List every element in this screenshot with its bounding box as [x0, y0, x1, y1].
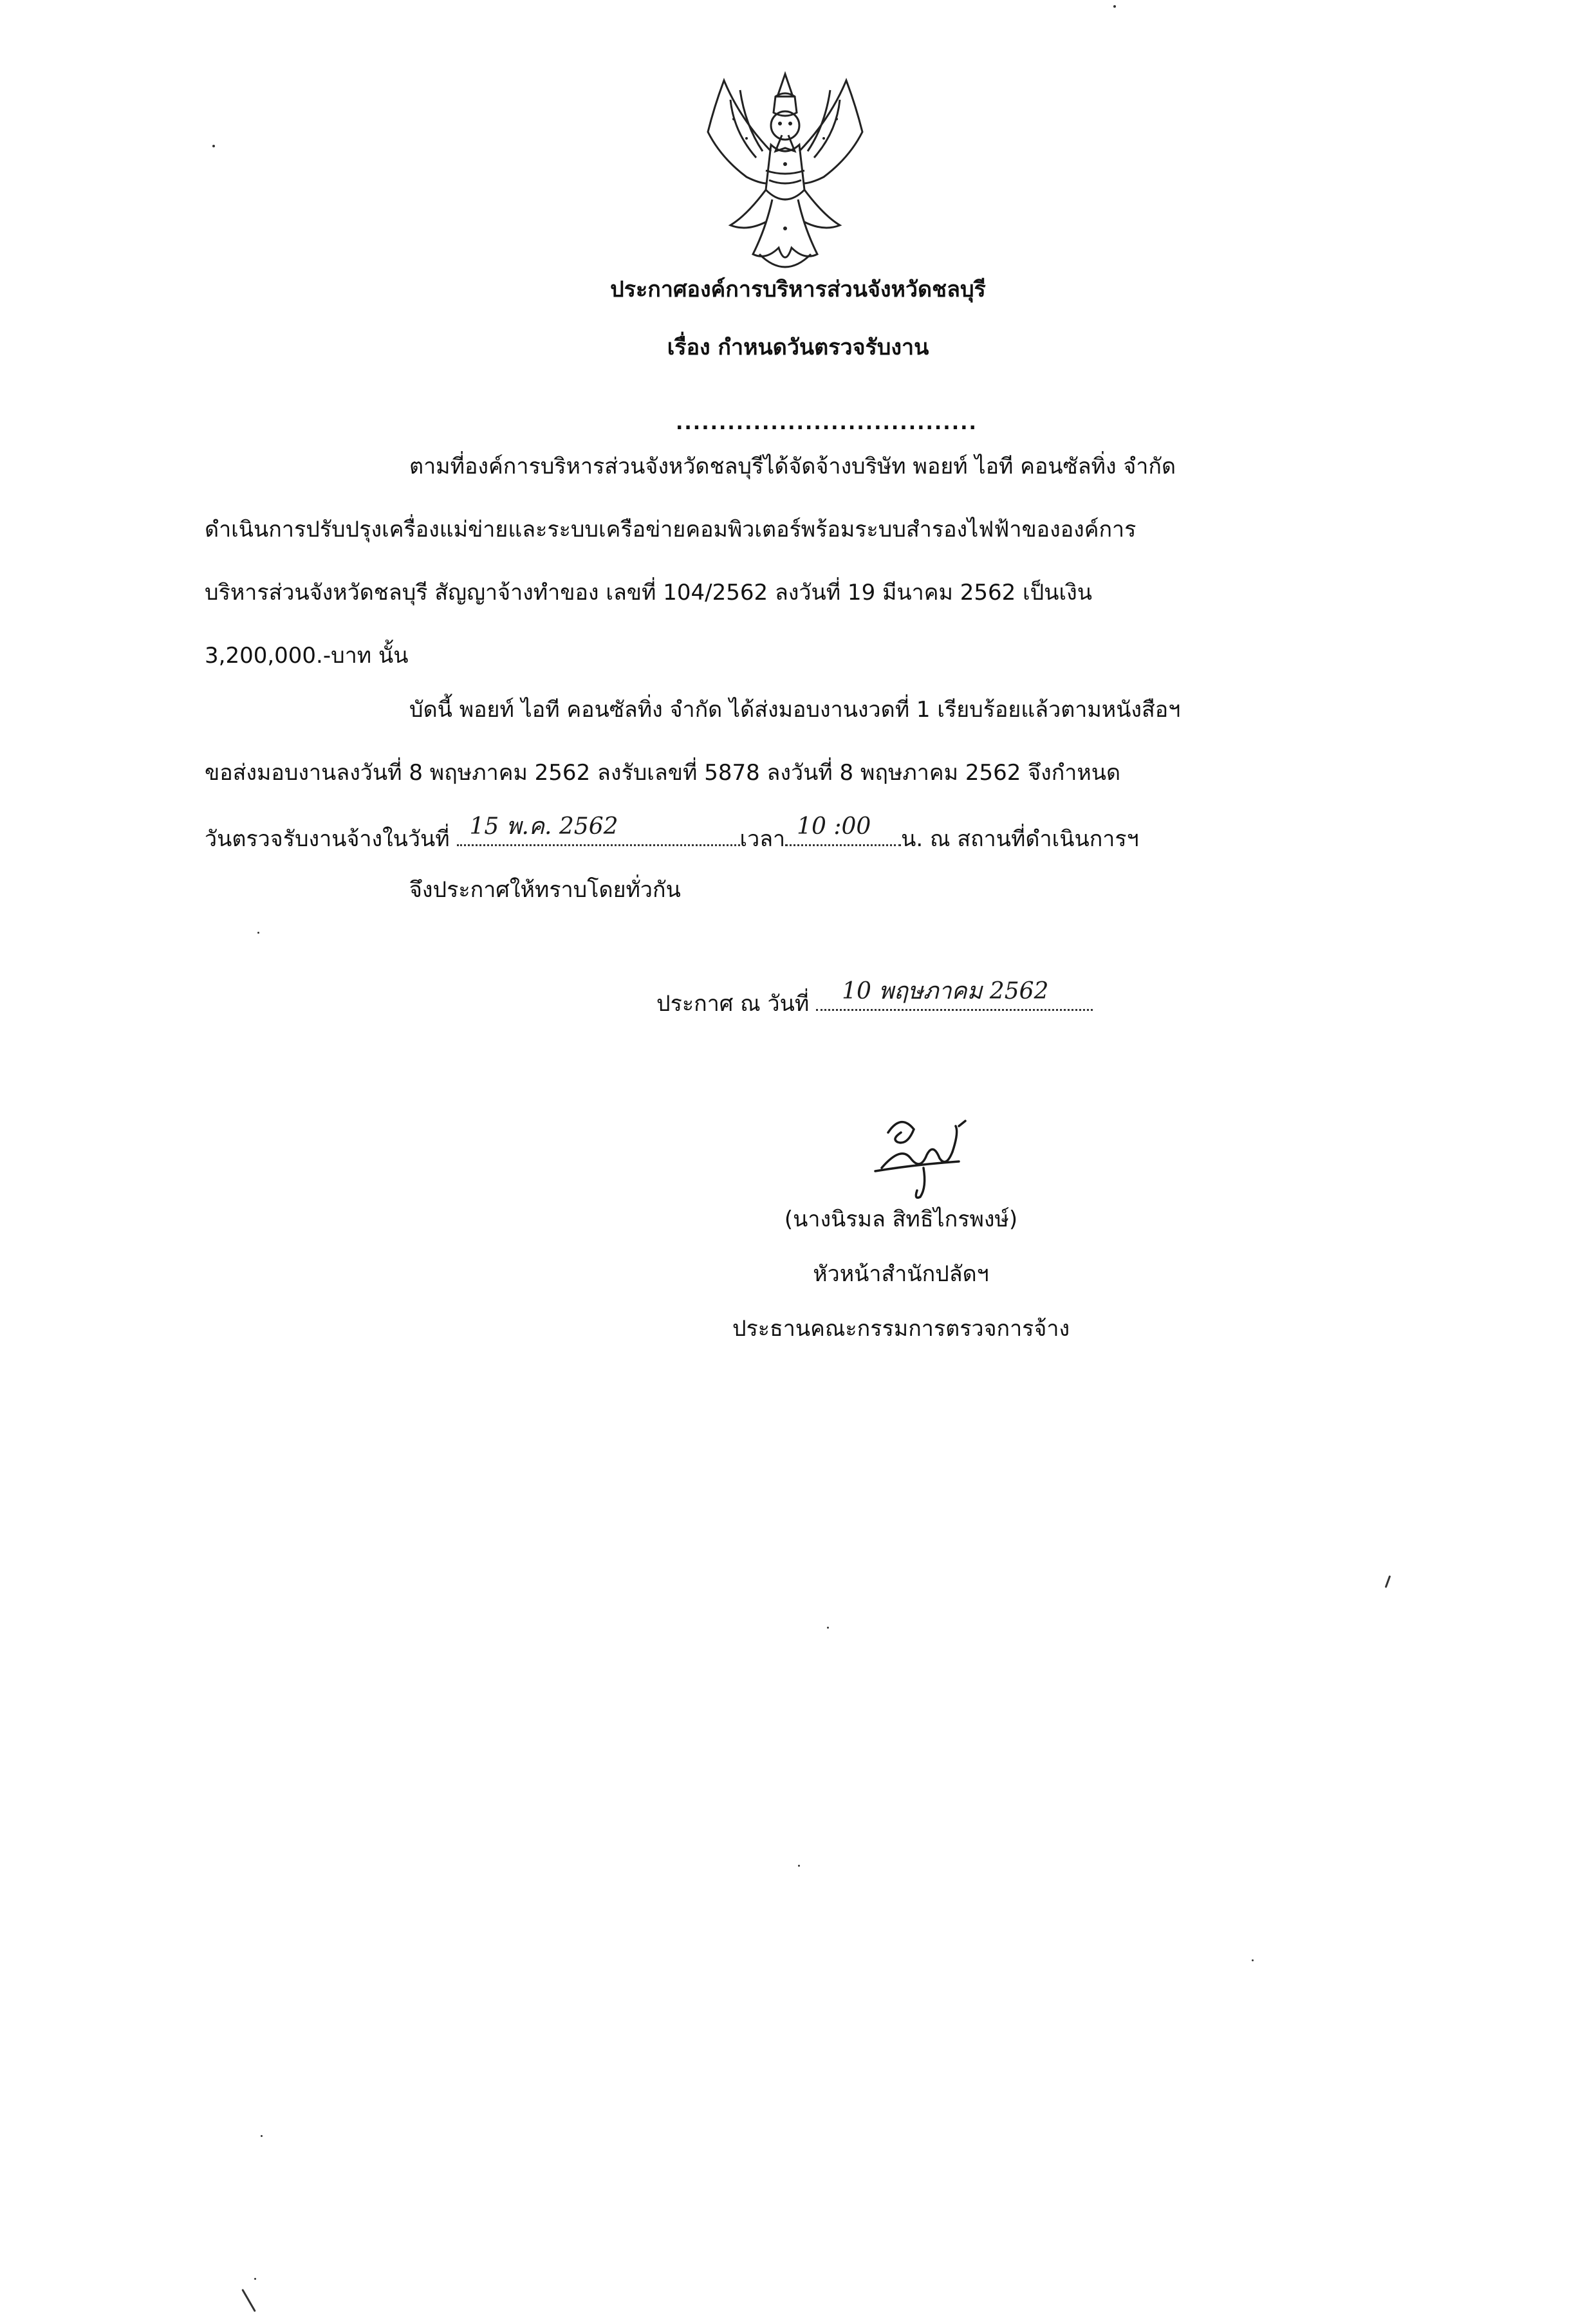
- title-separator: ...................................: [676, 412, 978, 434]
- closing-statement: จึงประกาศให้ทราบโดยทั่วกัน: [409, 877, 681, 903]
- scan-speck: [257, 932, 259, 934]
- scan-speck: [1385, 1575, 1391, 1588]
- paragraph-2: [205, 694, 1402, 855]
- inspection-time-value: 10 :00: [797, 813, 871, 840]
- signatory-position: หัวหน้าสำนักปลัดฯ: [813, 1261, 989, 1287]
- scan-speck: [261, 2135, 263, 2137]
- para1-line4: 3,200,000.-บาท นั้น: [205, 643, 409, 669]
- inspection-date-value: 15 พ.ค. 2562: [469, 813, 618, 840]
- para2-line1: บัดนี้ พอยท์ ไอที คอนซัลทิ่ง จำกัด ได้ส่งมอบงานงวดที่ 1 เรียบร้อยแล้วตามหนังสือฯ: [409, 697, 1181, 723]
- scan-speck: [241, 2289, 256, 2312]
- para1-line2: ดำเนินการปรับปรุงเครื่องแม่ข่ายและระบบเครือข่ายคอมพิวเตอร์พร้อมระบบสำรองไฟฟ้าขององค์การ: [205, 517, 1137, 542]
- inspection-date-label: วันตรวจรับงานจ้างในวันที่: [205, 826, 450, 852]
- scan-speck: [1252, 1959, 1254, 1961]
- document-title: ประกาศองค์การบริหารส่วนจังหวัดชลบุรี: [610, 277, 986, 302]
- garuda-emblem-icon: [669, 61, 901, 293]
- inspection-time-field: [785, 813, 901, 846]
- time-label: เวลา: [739, 826, 786, 852]
- scan-speck: [1113, 5, 1116, 8]
- para1-line1: ตามที่องค์การบริหารส่วนจังหวัดชลบุรีได้จัดจ้างบริษัท พอยท์ ไอที คอนซัลทิ่ง จำกัด: [409, 454, 1176, 479]
- scan-speck: [212, 145, 215, 147]
- inspection-location-text: น. ณ สถานที่ดำเนินการฯ: [901, 826, 1139, 852]
- announce-date-value: 10 พฤษภาคม 2562: [842, 978, 1049, 1004]
- paragraph-1: [205, 450, 1402, 672]
- para2-line3: [205, 813, 1402, 855]
- para2-line2: ขอส่งมอบงานลงวันที่ 8 พฤษภาคม 2562 ลงรับเลขที่ 5878 ลงวันที่ 8 พฤษภาคม 2562 จึงกำหนด: [205, 760, 1121, 786]
- scan-speck: [254, 2278, 256, 2280]
- inspection-date-field: [457, 813, 740, 846]
- announce-date-label: ประกาศ ณ วันที่: [656, 991, 810, 1017]
- para1-line3: บริหารส่วนจังหวัดชลบุรี สัญญาจ้างทำของ เลขที่ 104/2562 ลงวันที่ 19 มีนาคม 2562 เป็นเงิน: [205, 580, 1092, 606]
- handwritten-signature: [862, 1107, 978, 1203]
- signatory-name: (นางนิรมล สิทธิไกรพงษ์): [784, 1207, 1018, 1232]
- scan-speck: [798, 1865, 800, 1867]
- paragraph-3: [205, 874, 1402, 906]
- announce-date-line: [656, 978, 1236, 1020]
- scan-speck: [827, 1627, 829, 1629]
- document-subject: เรื่อง กำหนดวันตรวจรับงาน: [667, 335, 929, 360]
- signatory-committee-role: ประธานคณะกรรมการตรวจการจ้าง: [732, 1316, 1070, 1342]
- announce-date-field: [816, 978, 1093, 1011]
